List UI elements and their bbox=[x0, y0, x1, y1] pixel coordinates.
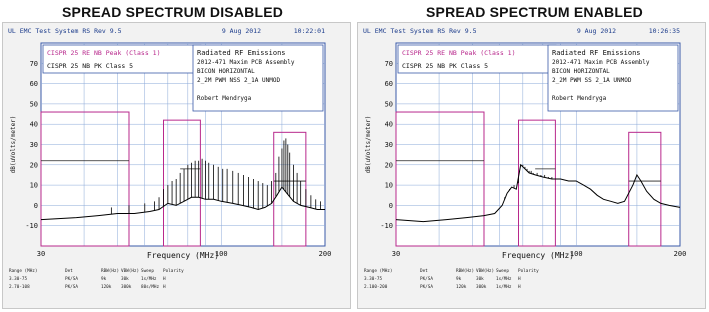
footer-cell: 2.70-108 bbox=[9, 285, 30, 290]
footer-cell: 9k bbox=[101, 277, 107, 282]
footer-cell: 30k bbox=[476, 277, 484, 282]
left-chart bbox=[3, 23, 352, 310]
x-axis-label: Frequency (MHz) bbox=[146, 251, 220, 260]
y-tick-label: 70 bbox=[384, 59, 393, 68]
footer-cell: 30k bbox=[121, 277, 129, 282]
y-tick-label: 30 bbox=[384, 141, 393, 149]
y-tick-label: 40 bbox=[29, 120, 38, 129]
footer-cell: Polarity bbox=[518, 269, 539, 274]
footer-cell: Det bbox=[420, 269, 428, 274]
footer-cell: 1s/MHz bbox=[496, 277, 512, 282]
y-tick-label: 10 bbox=[384, 181, 393, 190]
y-tick-label: 10 bbox=[29, 181, 38, 190]
right-title: SPREAD SPECTRUM ENABLED bbox=[426, 4, 643, 20]
y-tick-label: 20 bbox=[29, 161, 38, 170]
footer-cell: H bbox=[518, 285, 521, 290]
legend-limit: CISPR 25 RE NB Peak (Class 1) bbox=[47, 49, 161, 57]
footer-cell: H bbox=[163, 277, 166, 282]
footer-cell: 80s/MHz bbox=[141, 285, 160, 290]
y-tick-label: 60 bbox=[29, 80, 38, 89]
footer-cell: PK/SA bbox=[420, 277, 433, 282]
y-tick-label: 30 bbox=[29, 141, 38, 149]
info-line: Robert Mendryga bbox=[552, 95, 607, 102]
footer-cell: H bbox=[518, 277, 521, 282]
footer-cell: 3.30-75 bbox=[364, 277, 383, 282]
info-line: Radiated RF Emissions bbox=[552, 49, 641, 57]
info-line: Radiated RF Emissions bbox=[197, 49, 286, 57]
time-label: 10:26:35 bbox=[648, 27, 680, 35]
y-tick-label: -10 bbox=[25, 222, 38, 231]
footer-cell: PK/SA bbox=[420, 285, 433, 290]
legend-trace: CISPR 25 NB PK Class 5 bbox=[47, 62, 134, 70]
x-tick-label: 200 bbox=[318, 250, 332, 258]
footer-cell: 3.30-75 bbox=[9, 277, 28, 282]
x-tick-label: 200 bbox=[673, 250, 687, 258]
x-tick-label: 100 bbox=[214, 250, 228, 258]
footer-cell: Polarity bbox=[163, 269, 184, 274]
footer-cell: 9k bbox=[456, 277, 462, 282]
footer-cell: RBW(Hz) bbox=[456, 269, 475, 274]
footer-cell: PK/SA bbox=[65, 285, 78, 290]
footer-cell: Det bbox=[65, 269, 73, 274]
right-panel bbox=[357, 22, 706, 309]
footer-cell: H bbox=[163, 285, 166, 290]
date-label: 9 Aug 2012 bbox=[576, 27, 616, 35]
info-line: 2012-471 Maxim PCB Assembly bbox=[197, 59, 295, 66]
footer-cell: 1s/MHz bbox=[496, 285, 512, 290]
y-tick-label: 60 bbox=[384, 80, 393, 89]
y-tick-label: 40 bbox=[384, 120, 393, 129]
y-tick-label: 0 bbox=[388, 201, 393, 210]
info-line: 2_2M PWM NSS 2_1A UNMOD bbox=[197, 77, 281, 84]
y-axis-label: dB(uVolts/meter) bbox=[10, 115, 17, 174]
left-panel bbox=[2, 22, 351, 309]
legend-limit: CISPR 25 RE NB Peak (Class 1) bbox=[402, 49, 516, 57]
legend-trace: CISPR 25 NB PK Class 5 bbox=[402, 62, 489, 70]
info-line: BICON HORIZONTAL bbox=[197, 68, 255, 75]
y-tick-label: -10 bbox=[380, 222, 393, 231]
date-label: 9 Aug 2012 bbox=[221, 27, 261, 35]
footer-cell: Sweep bbox=[141, 269, 154, 274]
y-tick-label: 50 bbox=[384, 100, 393, 109]
x-tick-label: 30 bbox=[391, 250, 401, 258]
footer-cell: Range (MHz) bbox=[364, 269, 393, 274]
footer-cell: VBW(Hz) bbox=[476, 269, 495, 274]
y-axis-label: dB(uVolts/meter) bbox=[365, 115, 372, 174]
footer-cell: 300k bbox=[121, 285, 132, 290]
system-label: UL EMC Test System RS Rev 9.5 bbox=[8, 27, 122, 35]
info-line: 2_2M PWM SS 2_1A UNMOD bbox=[552, 77, 632, 84]
footer-cell: 120k bbox=[456, 285, 467, 290]
right-chart bbox=[358, 23, 707, 310]
info-line: Robert Mendryga bbox=[197, 95, 252, 102]
footer-cell: 2.100-200 bbox=[364, 285, 388, 290]
footer-cell: RBW(Hz) bbox=[101, 269, 120, 274]
time-label: 10:22:01 bbox=[293, 27, 325, 35]
y-tick-label: 20 bbox=[384, 161, 393, 170]
info-line: BICON HORIZONTAL bbox=[552, 68, 610, 75]
y-tick-label: 70 bbox=[29, 59, 38, 68]
info-line: 2012-471 Maxim PCB Assembly bbox=[552, 59, 650, 66]
x-axis-label: Frequency (MHz) bbox=[501, 251, 575, 260]
footer-cell: VBW(Hz) bbox=[121, 269, 140, 274]
y-tick-label: 50 bbox=[29, 100, 38, 109]
footer-cell: 1s/MHz bbox=[141, 277, 157, 282]
left-title: SPREAD SPECTRUM DISABLED bbox=[62, 4, 284, 20]
footer-cell: 300k bbox=[476, 285, 487, 290]
footer-cell: 120k bbox=[101, 285, 112, 290]
system-label: UL EMC Test System RS Rev 9.5 bbox=[363, 27, 477, 35]
footer-cell: PK/SA bbox=[65, 277, 78, 282]
footer-cell: Sweep bbox=[496, 269, 509, 274]
x-tick-label: 100 bbox=[569, 250, 583, 258]
footer-cell: Range (MHz) bbox=[9, 269, 38, 274]
y-tick-label: 0 bbox=[33, 201, 38, 210]
x-tick-label: 30 bbox=[36, 250, 46, 258]
